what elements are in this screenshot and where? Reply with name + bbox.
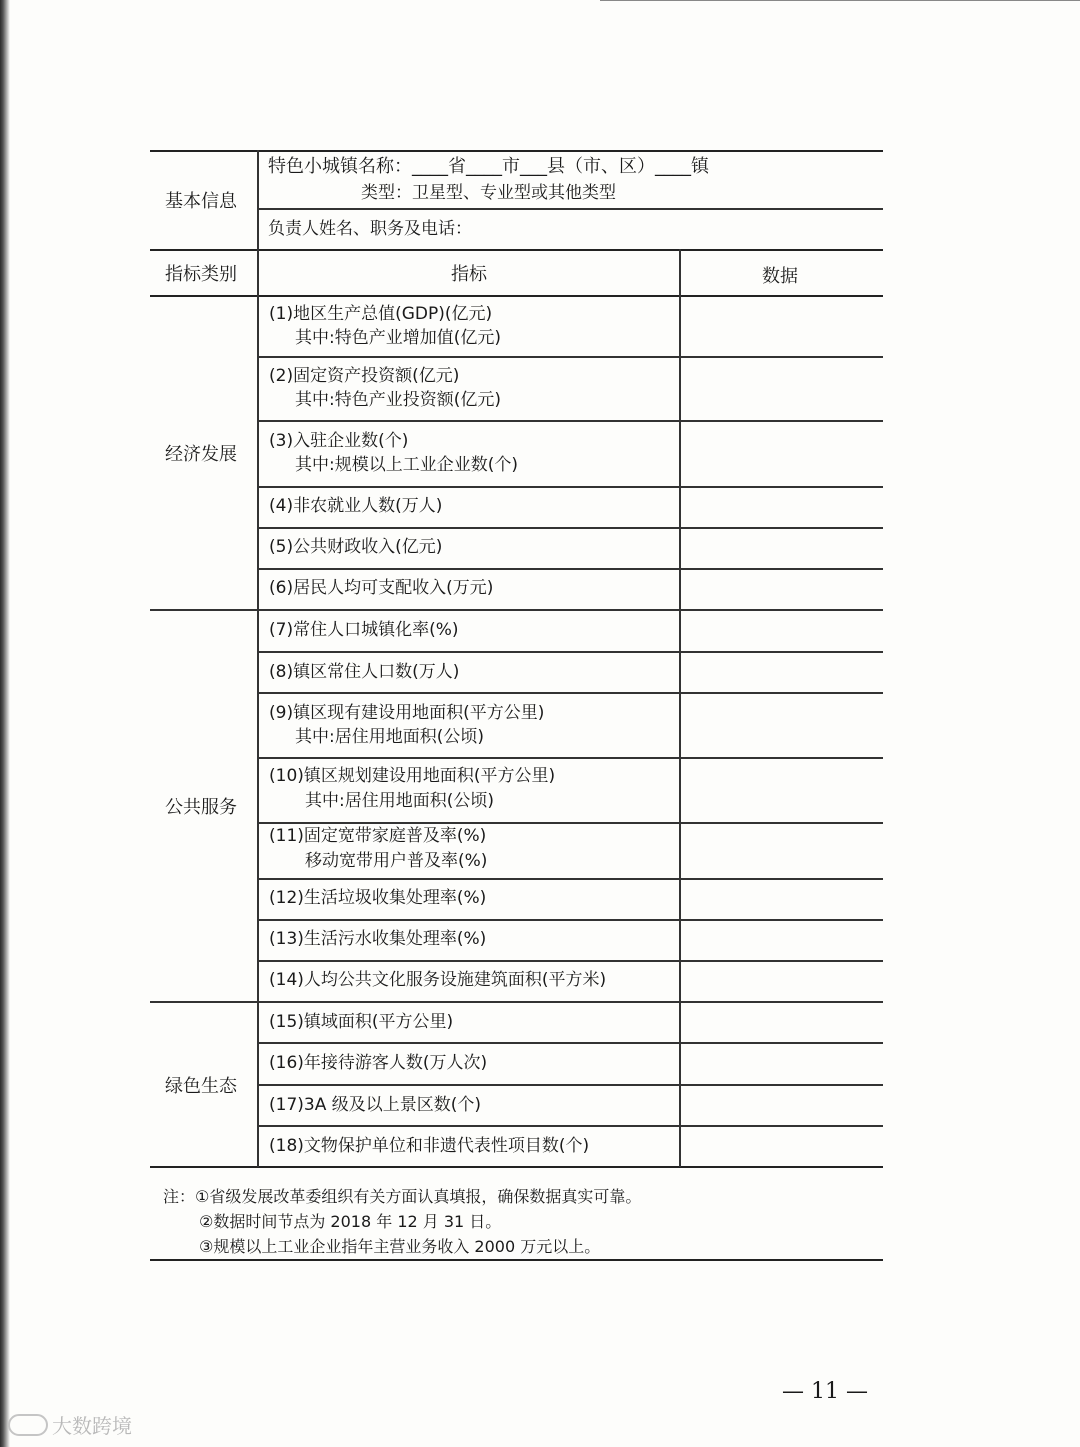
indicator-11: (11)固定宽带家庭普及率(%) xyxy=(269,826,487,846)
indicator-17: (17)3A 级及以上景区数(个) xyxy=(269,1095,482,1115)
row-divider xyxy=(258,651,883,653)
watermark xyxy=(8,1410,132,1439)
indicator-6: (6)居民人均可支配收入(万元) xyxy=(269,578,494,598)
row-divider xyxy=(258,356,883,358)
indicator-1: (1)地区生产总值(GDP)(亿元) xyxy=(269,304,493,324)
category-economy: 经济发展 xyxy=(165,444,237,465)
row-divider xyxy=(258,878,883,880)
notes-block xyxy=(163,1184,641,1259)
row-divider xyxy=(258,1125,883,1127)
row-divider xyxy=(258,486,883,488)
indicator-7: (7)常住人口城镇化率(%) xyxy=(269,620,459,640)
header-indicator: 指标 xyxy=(451,264,487,285)
indicator-3-sub: 其中:规模以上工业企业数(个) xyxy=(295,455,518,475)
indicator-10: (10)镇区规划建设用地面积(平方公里) xyxy=(269,766,556,786)
row-divider xyxy=(258,1042,883,1044)
row-divider xyxy=(258,420,883,422)
header-bottom-border xyxy=(150,295,883,297)
row-divider xyxy=(258,692,883,694)
indicator-15: (15)镇域面积(平方公里) xyxy=(269,1012,454,1032)
basic-info-bottom-border xyxy=(150,249,883,251)
indicator-9-sub: 其中:居住用地面积(公顷) xyxy=(295,727,484,747)
header-category: 指标类别 xyxy=(165,264,237,285)
table-top-border xyxy=(150,150,883,152)
indicator-2: (2)固定资产投资额(亿元) xyxy=(269,366,460,386)
indicator-2-sub: 其中:特色产业投资额(亿元) xyxy=(295,390,501,410)
town-type-line: 类型：卫星型、专业型或其他类型 xyxy=(361,183,616,203)
indicator-1-sub: 其中:特色产业增加值(亿元) xyxy=(295,328,501,348)
note-2: ②数据时间节点为 2018 年 12 月 31 日。 xyxy=(199,1212,502,1231)
notes-bottom-border xyxy=(150,1259,883,1261)
section-divider xyxy=(150,1001,883,1003)
indicator-11-sub: 移动宽带用户普及率(%) xyxy=(305,851,488,871)
note-1: 注：①省级发展改革委组织有关方面认真填报，确保数据真实可靠。 xyxy=(163,1187,642,1206)
page-number: — 11 — xyxy=(782,1379,868,1404)
indicator-5: (5)公共财政收入(亿元) xyxy=(269,537,443,557)
indicator-14: (14)人均公共文化服务设施建筑面积(平方米) xyxy=(269,970,607,990)
row-divider xyxy=(258,757,883,759)
watermark-logo-icon xyxy=(8,1414,48,1436)
row-divider xyxy=(258,568,883,570)
town-name-field-line: 特色小城镇名称：____省____市___县（市、区）____镇 xyxy=(268,156,709,177)
row-divider xyxy=(258,527,883,529)
row-divider xyxy=(258,960,883,962)
header-data: 数据 xyxy=(762,266,798,287)
data-column-divider xyxy=(679,249,681,1167)
indicator-4: (4)非农就业人数(万人) xyxy=(269,496,443,516)
basic-info-label: 基本信息 xyxy=(165,191,237,212)
indicator-13: (13)生活污水收集处理率(%) xyxy=(269,929,487,949)
indicator-12: (12)生活垃圾收集处理率(%) xyxy=(269,888,487,908)
section-divider xyxy=(150,609,883,611)
indicator-8: (8)镇区常住人口数(万人) xyxy=(269,662,460,682)
category-green-ecology: 绿色生态 xyxy=(165,1076,237,1097)
indicator-16: (16)年接待游客人数(万人次) xyxy=(269,1053,488,1073)
notes-prefix: 注： xyxy=(163,1187,196,1206)
row-divider xyxy=(258,1084,883,1086)
indicator-18: (18)文物保护单位和非遗代表性项目数(个) xyxy=(269,1136,590,1156)
contact-line: 负责人姓名、职务及电话： xyxy=(268,219,472,239)
category-column-divider xyxy=(257,150,259,1167)
scan-top-line xyxy=(600,0,1080,1)
note-3: ③规模以上工业企业指年主营业务收入 2000 万元以上。 xyxy=(199,1237,601,1256)
indicator-3: (3)入驻企业数(个) xyxy=(269,431,409,451)
watermark-text: 大数跨境 xyxy=(52,1414,132,1438)
scan-edge xyxy=(0,0,10,1447)
indicator-10-sub: 其中:居住用地面积(公顷) xyxy=(305,791,494,811)
basic-info-divider xyxy=(258,208,883,210)
category-public-service: 公共服务 xyxy=(165,797,237,818)
indicator-9: (9)镇区现有建设用地面积(平方公里) xyxy=(269,703,545,723)
table-bottom-border xyxy=(150,1166,883,1168)
row-divider xyxy=(258,919,883,921)
